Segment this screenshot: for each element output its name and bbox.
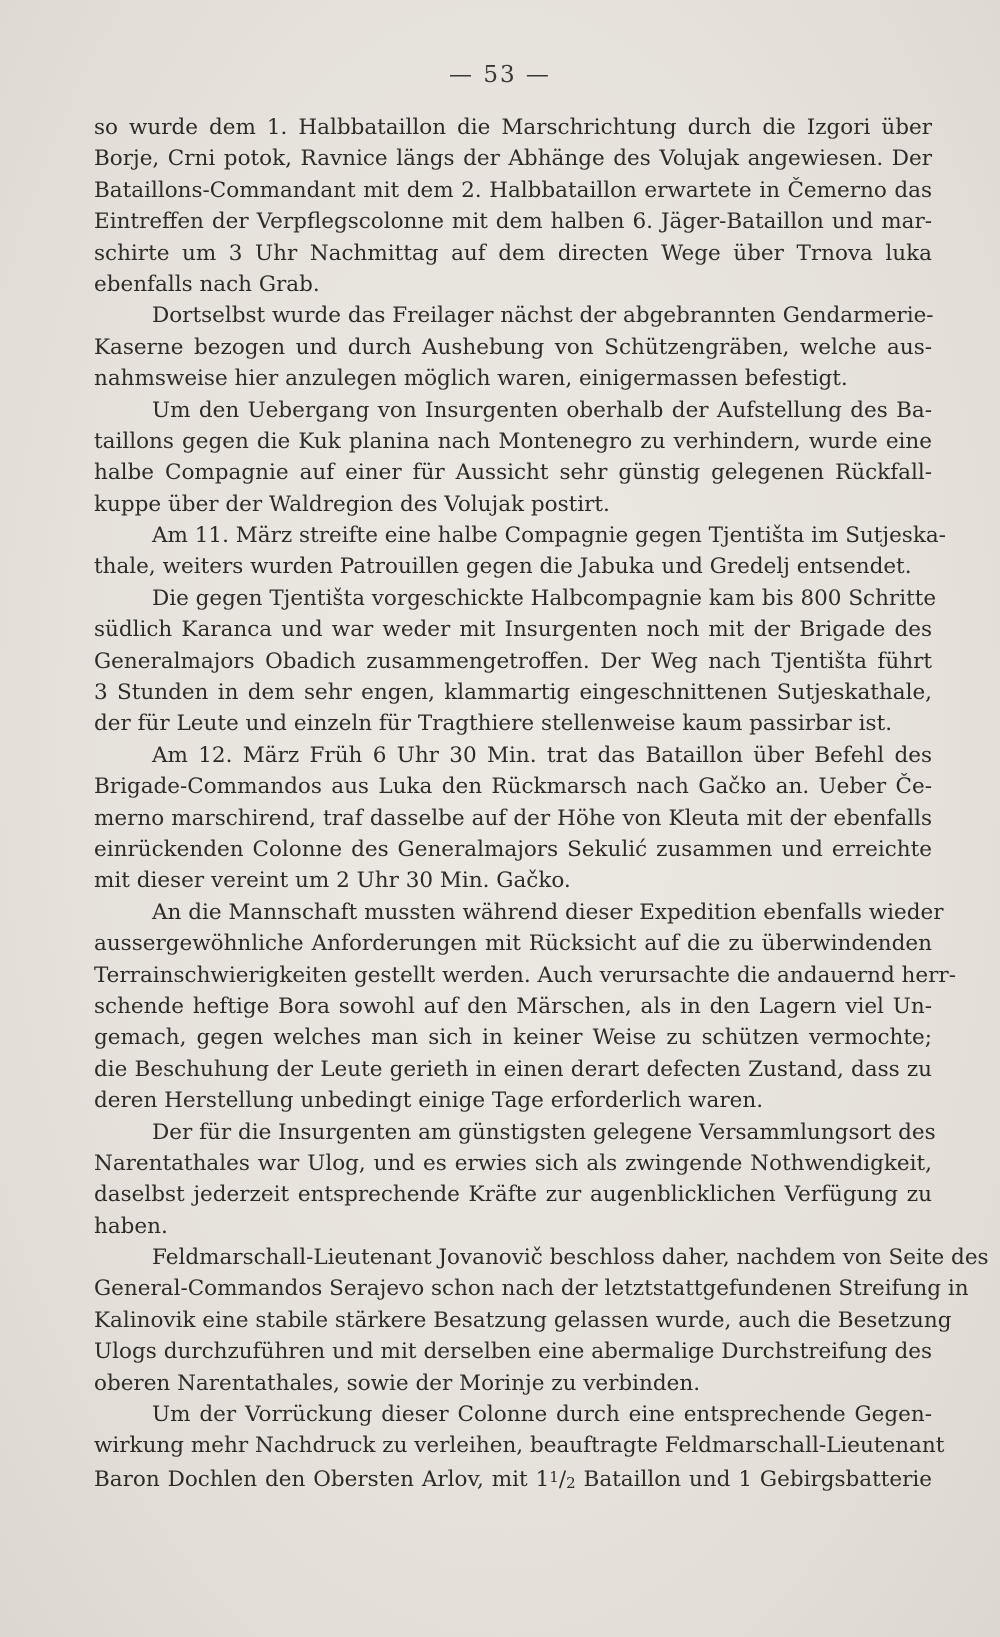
final-line-before: Baron Dochlen den Obersten Arlov, mit 1 xyxy=(94,1466,550,1492)
text-line: nahmsweise hier anzulegen möglich waren, einigermassen befestigt. xyxy=(94,366,848,392)
text-line: taillons gegen die Kuk planina nach Montenegro zu verhindern, wurde eine xyxy=(94,428,932,454)
text-line: thale, weiters wurden Patrouillen gegen die Jabuka und Gredelj entsendet. xyxy=(94,554,912,580)
text-line: Kalinovik eine stabile stärkere Besatzung gelassen wurde, auch die Besetzung xyxy=(94,1307,952,1333)
text-line: so wurde dem 1. Halbbataillon die Marschrichtung durch die Izgori über xyxy=(94,115,932,140)
text-line: deren Herstellung unbedingt einige Tage erforderlich waren. xyxy=(94,1088,764,1114)
text-line: Am 12. März Früh 6 Uhr 30 Min. trat das Bataillon über Befehl des xyxy=(152,742,932,768)
text-line: oberen Narentathales, sowie der Morinje zu verbinden. xyxy=(94,1370,701,1396)
text-line: daselbst jederzeit entsprechende Kräfte zur augenblicklichen Verfügung zu xyxy=(94,1182,932,1208)
text-line: gemach, gegen welches man sich in keiner Weise zu schützen vermochte; xyxy=(94,1025,932,1051)
text-line: Die gegen Tjentišta vorgeschickte Halbcompagnie kam bis 800 Schritte xyxy=(152,585,937,611)
fraction-numerator: 1 xyxy=(549,1467,559,1486)
text-line: Um der Vorrückung dieser Colonne durch eine entsprechende Gegen- xyxy=(152,1402,932,1428)
text-line: schende heftige Bora sowohl auf den Märschen, als in den Lagern viel Un- xyxy=(94,993,932,1019)
text-line: kuppe über der Waldregion des Volujak postirt. xyxy=(94,491,610,517)
text-line: An die Mannschaft mussten während dieser Expedition ebenfalls wieder xyxy=(152,899,944,925)
text-line: Kaserne bezogen und durch Aushebung von Schützengräben, welche aus- xyxy=(94,334,932,360)
text-line: haben. xyxy=(94,1213,168,1239)
page-number: — 53 — xyxy=(449,62,551,88)
text-line: Terrainschwierigkeiten gestellt werden. Auch verursachte die andauernd herr- xyxy=(94,962,956,988)
text-line: Ulogs durchzuführen und mit derselben eine abermalige Durchstreifung des xyxy=(94,1339,932,1365)
text-line: einrückenden Colonne des Generalmajors Sekulić zusammen und erreichte xyxy=(94,836,932,862)
text-line: schirte um 3 Uhr Nachmittag auf dem directen Wege über Trnova luka xyxy=(94,240,932,266)
body-text xyxy=(94,112,989,1493)
fraction-denominator: 2 xyxy=(566,1473,576,1492)
text-line: die Beschuhung der Leute gerieth in einen derart defecten Zustand, dass zu xyxy=(94,1056,932,1082)
text-line: Feldmarschall-Lieutenant Jovanovič beschloss daher, nachdem von Seite des xyxy=(152,1245,989,1271)
text-line: aussergewöhnliche Anforderungen mit Rücksicht auf die zu überwindenden xyxy=(94,931,932,957)
text-line: Generalmajors Obadich zusammengetroffen. Der Weg nach Tjentišta führt xyxy=(94,648,932,674)
final-text-line xyxy=(94,1462,932,1493)
text-line: Narentathales war Ulog, und es erwies sich als zwingende Nothwendigkeit, xyxy=(94,1150,932,1176)
text-line: Am 11. März streifte eine halbe Compagnie gegen Tjentišta im Sutjeska- xyxy=(152,523,946,549)
text-line: Eintreffen der Verpflegscolonne mit dem halben 6. Jäger-Bataillon und mar- xyxy=(94,209,932,235)
final-line-after: Bataillon und 1 Gebirgsbatterie xyxy=(575,1466,933,1492)
text-line: südlich Karanca und war weder mit Insurgenten noch mit der Brigade des xyxy=(94,617,932,643)
text-line: wirkung mehr Nachdruck zu verleihen, beauftragte Feldmarschall-Lieutenant xyxy=(94,1433,945,1459)
text-line: Der für die Insurgenten am günstigsten gelegene Versammlungsort des xyxy=(152,1119,936,1145)
text-line: merno marschirend, traf dasselbe auf der Höhe von Kleuta mit der ebenfalls xyxy=(94,805,932,831)
text-line: halbe Compagnie auf einer für Aussicht sehr günstig gelegenen Rückfall- xyxy=(94,460,932,486)
text-line: Um den Uebergang von Insurgenten oberhalb der Aufstellung des Ba- xyxy=(152,397,932,423)
fraction-separator: / xyxy=(558,1466,567,1492)
text-line: mit dieser vereint um 2 Uhr 30 Min. Gačko. xyxy=(94,868,571,894)
text-line: Brigade-Commandos aus Luka den Rückmarsch nach Gačko an. Ueber Če- xyxy=(94,774,932,800)
text-line: General-Commandos Serajevo schon nach der letztstattgefundenen Streifung in xyxy=(94,1276,969,1302)
text-line: Borje, Crni potok, Ravnice längs der Abhänge des Volujak angewiesen. Der xyxy=(94,146,932,172)
text-line: Bataillons-Commandant mit dem 2. Halbbataillon erwartete in Čemerno das xyxy=(94,177,932,203)
text-line: 3 Stunden in dem sehr engen, klammartig eingeschnittenen Sutjeskathale, xyxy=(94,680,932,706)
text-line: Dortselbst wurde das Freilager nächst der abgebrannten Gendarmerie- xyxy=(152,303,934,329)
text-line: ebenfalls nach Grab. xyxy=(94,271,320,297)
text-line: der für Leute und einzeln für Tragthiere stellenweise kaum passirbar ist. xyxy=(94,711,893,737)
